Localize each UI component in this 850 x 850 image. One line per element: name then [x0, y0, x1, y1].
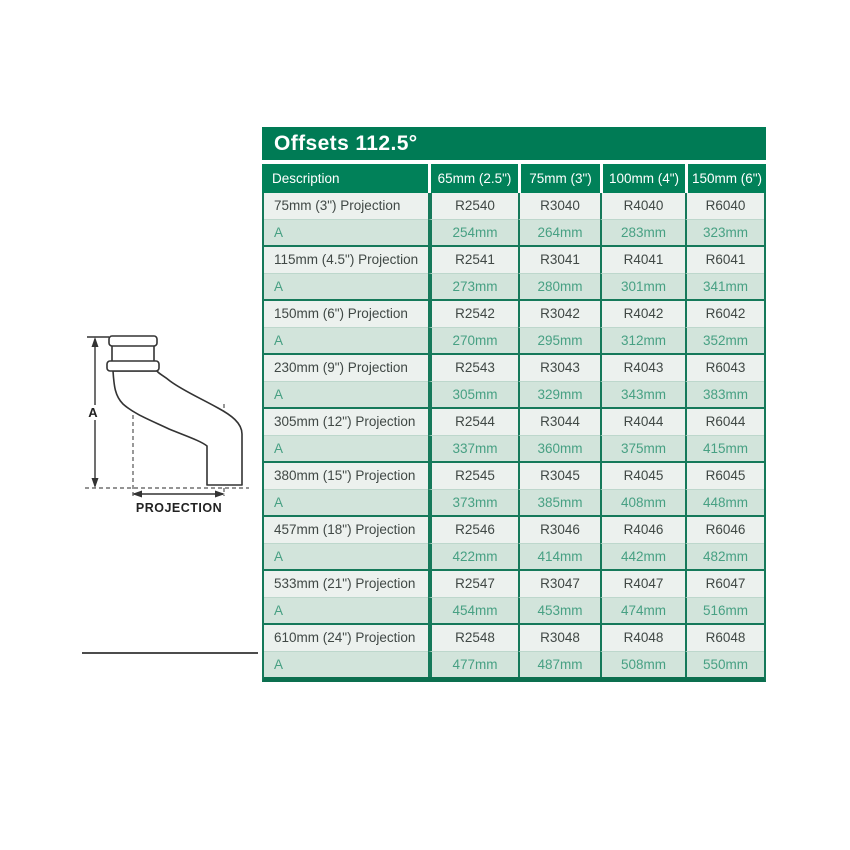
a-row-label: A: [264, 327, 428, 353]
a-dimension-value: 270mm: [428, 327, 518, 353]
a-dimension-value: 295mm: [518, 327, 600, 353]
pipe-body-outline: [113, 371, 242, 485]
product-code: R2543: [428, 355, 518, 381]
a-dimension-value: 360mm: [518, 435, 600, 461]
product-code: R4046: [600, 517, 685, 543]
a-dimension-value: 341mm: [685, 273, 764, 299]
projection-row: [264, 463, 764, 489]
product-code: R2541: [428, 247, 518, 273]
a-dimension-value: 283mm: [600, 219, 685, 245]
column-header-100mm: 100mm (4"): [600, 164, 685, 193]
product-code: R2548: [428, 625, 518, 651]
projection-row: [264, 193, 764, 219]
product-code: R4048: [600, 625, 685, 651]
a-dimension-value: 408mm: [600, 489, 685, 515]
projection-description: 533mm (21") Projection: [264, 571, 428, 597]
socket-neck: [112, 344, 154, 363]
a-row-label: A: [264, 543, 428, 569]
product-code: R2544: [428, 409, 518, 435]
a-dimension-value: 550mm: [685, 651, 764, 677]
row-group: [264, 515, 764, 569]
product-code: R3044: [518, 409, 600, 435]
a-dimension-value: 442mm: [600, 543, 685, 569]
projection-description: 610mm (24") Projection: [264, 625, 428, 651]
projection-description: 380mm (15") Projection: [264, 463, 428, 489]
projection-arrow-left: [132, 491, 142, 498]
a-dimension-value: 254mm: [428, 219, 518, 245]
product-code: R6043: [685, 355, 764, 381]
a-dimension-value: 474mm: [600, 597, 685, 623]
projection-description: 305mm (12") Projection: [264, 409, 428, 435]
column-header-description: Description: [262, 164, 428, 193]
a-dimension-value: 280mm: [518, 273, 600, 299]
table-title: Offsets 112.5°: [262, 127, 766, 160]
projection-description: 75mm (3") Projection: [264, 193, 428, 219]
a-dimension-value: 422mm: [428, 543, 518, 569]
a-row-label: A: [264, 273, 428, 299]
a-row-label: A: [264, 597, 428, 623]
product-code: R4040: [600, 193, 685, 219]
a-dimension-value: 487mm: [518, 651, 600, 677]
a-row-label: A: [264, 651, 428, 677]
a-dimension-value: 352mm: [685, 327, 764, 353]
product-code: R6040: [685, 193, 764, 219]
product-code: R2547: [428, 571, 518, 597]
offset-pipe-diagram: [70, 324, 252, 520]
a-dimension-row: [264, 381, 764, 407]
socket-top-bead: [109, 336, 157, 346]
product-code: R3047: [518, 571, 600, 597]
product-code: R3048: [518, 625, 600, 651]
product-code: R3046: [518, 517, 600, 543]
offsets-table: [262, 127, 766, 682]
a-row-label: A: [264, 489, 428, 515]
product-code: R6044: [685, 409, 764, 435]
a-dimension-value: 305mm: [428, 381, 518, 407]
a-dimension-value: 454mm: [428, 597, 518, 623]
dim-a-arrow-down: [92, 478, 99, 488]
a-dimension-value: 415mm: [685, 435, 764, 461]
product-code: R6048: [685, 625, 764, 651]
a-dimension-row: [264, 435, 764, 461]
product-code: R3045: [518, 463, 600, 489]
row-group: [264, 461, 764, 515]
baseline-rule: [82, 652, 258, 654]
a-dimension-value: 329mm: [518, 381, 600, 407]
row-group: [264, 353, 764, 407]
projection-row: [264, 247, 764, 273]
a-dimension-value: 508mm: [600, 651, 685, 677]
a-row-label: A: [264, 435, 428, 461]
a-dimension-value: 301mm: [600, 273, 685, 299]
product-code: R6046: [685, 517, 764, 543]
a-dimension-row: [264, 219, 764, 245]
table-header-row: [262, 164, 766, 193]
row-group: [264, 245, 764, 299]
projection-row: [264, 301, 764, 327]
projection-description: 115mm (4.5") Projection: [264, 247, 428, 273]
column-header-65mm: 65mm (2.5"): [428, 164, 518, 193]
row-group: [264, 569, 764, 623]
row-group: [264, 299, 764, 353]
a-dimension-value: 323mm: [685, 219, 764, 245]
a-row-label: A: [264, 219, 428, 245]
column-header-75mm: 75mm (3"): [518, 164, 600, 193]
projection-description: 150mm (6") Projection: [264, 301, 428, 327]
row-group: [264, 193, 764, 245]
a-dimension-value: 343mm: [600, 381, 685, 407]
a-dimension-row: [264, 543, 764, 569]
a-dimension-value: 453mm: [518, 597, 600, 623]
a-dimension-value: 516mm: [685, 597, 764, 623]
a-dimension-value: 337mm: [428, 435, 518, 461]
product-code: R3040: [518, 193, 600, 219]
product-code: R4041: [600, 247, 685, 273]
product-code: R6042: [685, 301, 764, 327]
product-code: R6045: [685, 463, 764, 489]
socket-bottom-bead: [107, 361, 159, 371]
a-dimension-value: 414mm: [518, 543, 600, 569]
a-dimension-row: [264, 597, 764, 623]
projection-row: [264, 355, 764, 381]
projection-row: [264, 409, 764, 435]
projection-row: [264, 571, 764, 597]
a-dimension-row: [264, 327, 764, 353]
a-dimension-value: 477mm: [428, 651, 518, 677]
product-code: R3042: [518, 301, 600, 327]
dim-a-label: A: [88, 405, 98, 420]
product-code: R6041: [685, 247, 764, 273]
a-dimension-row: [264, 489, 764, 515]
product-code: R2545: [428, 463, 518, 489]
product-code: R4043: [600, 355, 685, 381]
projection-description: 457mm (18") Projection: [264, 517, 428, 543]
product-code: R4045: [600, 463, 685, 489]
a-dimension-value: 448mm: [685, 489, 764, 515]
a-dimension-value: 373mm: [428, 489, 518, 515]
product-code: R2540: [428, 193, 518, 219]
a-dimension-value: 264mm: [518, 219, 600, 245]
a-dimension-value: 273mm: [428, 273, 518, 299]
a-dimension-value: 482mm: [685, 543, 764, 569]
projection-label: PROJECTION: [135, 501, 223, 515]
product-code: R4044: [600, 409, 685, 435]
projection-description: 230mm (9") Projection: [264, 355, 428, 381]
product-code: R3041: [518, 247, 600, 273]
product-code: R2546: [428, 517, 518, 543]
column-header-150mm: 150mm (6"): [685, 164, 766, 193]
row-group: [264, 623, 764, 677]
table-body: [262, 193, 766, 682]
a-dimension-value: 385mm: [518, 489, 600, 515]
product-code: R6047: [685, 571, 764, 597]
a-dimension-value: 383mm: [685, 381, 764, 407]
product-code: R4042: [600, 301, 685, 327]
a-row-label: A: [264, 381, 428, 407]
a-dimension-value: 312mm: [600, 327, 685, 353]
projection-row: [264, 517, 764, 543]
product-code: R2542: [428, 301, 518, 327]
product-code: R3043: [518, 355, 600, 381]
projection-row: [264, 625, 764, 651]
product-code: R4047: [600, 571, 685, 597]
row-group: [264, 407, 764, 461]
a-dimension-row: [264, 651, 764, 677]
a-dimension-value: 375mm: [600, 435, 685, 461]
dim-a-arrow-up: [92, 337, 99, 347]
a-dimension-row: [264, 273, 764, 299]
